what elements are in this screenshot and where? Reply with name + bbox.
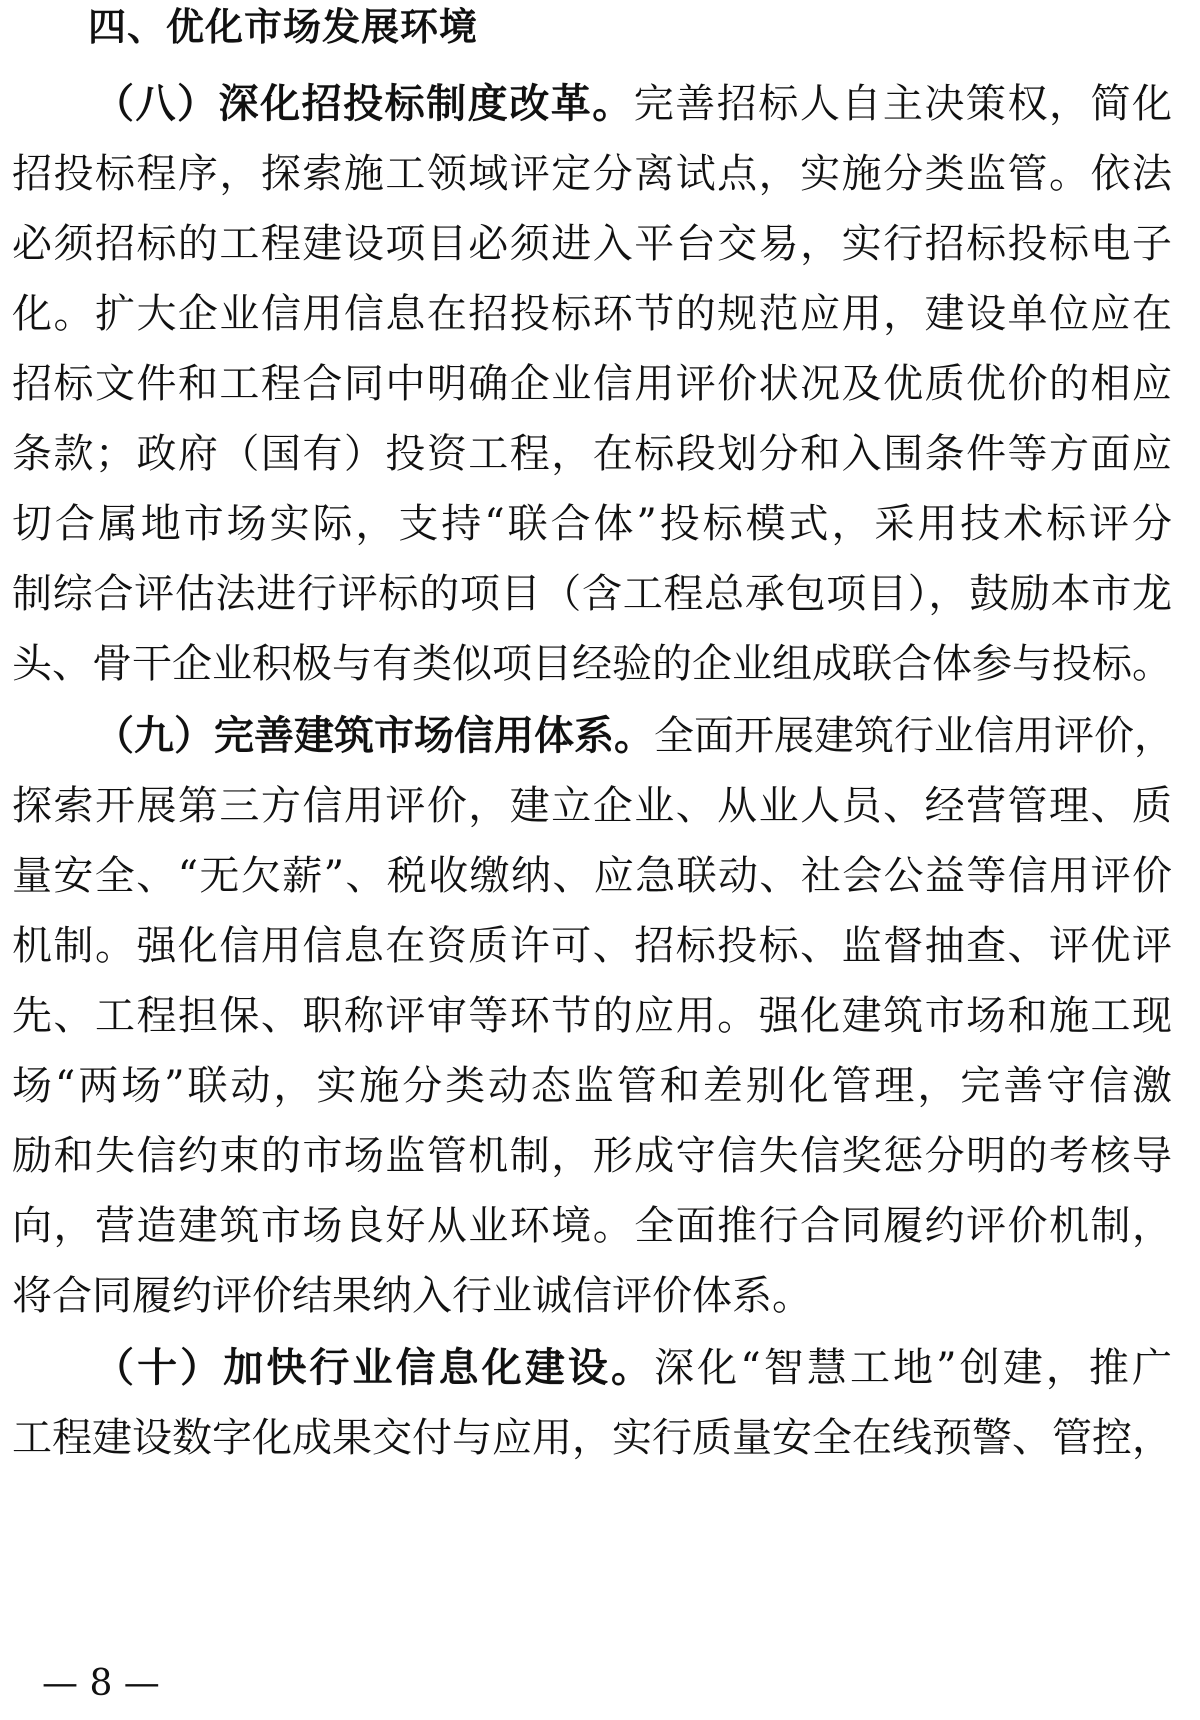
para8-line-2: 招投标程序，探索施工领域评定分离试点，实施分类监管。依法 — [12, 151, 1172, 197]
para9-line-3: 量安全、“无欠薪”、税收缴纳、应急联动、社会公益等信用评价 — [12, 853, 1172, 899]
para8-line-6: 条款；政府（国有）投资工程，在标段划分和入围条件等方面应 — [12, 431, 1172, 477]
para8-line-3: 必须招标的工程建设项目必须进入平台交易，实行招标投标电子 — [12, 221, 1172, 267]
para9-line-4: 机制。强化信用信息在资质许可、招标投标、监督抽查、评优评 — [12, 923, 1172, 969]
para10-lead: （十）加快行业信息化建设。 — [94, 1345, 655, 1391]
para8-line-4: 化。扩大企业信用信息在招投标环节的规范应用，建设单位应在 — [12, 291, 1172, 337]
para8-line-1 — [94, 76, 1172, 132]
para8-line-5: 招标文件和工程合同中明确企业信用评价状况及优质优价的相应 — [12, 361, 1172, 407]
para9-line-2: 探索开展第三方信用评价，建立企业、从业人员、经营管理、质 — [12, 783, 1172, 829]
para10-line1-text: 深化“智慧工地”创建，推广 — [654, 1345, 1172, 1391]
para8-line-9: 头、骨干企业积极与有类似项目经验的企业组成联合体参与投标。 — [12, 641, 1172, 687]
para8-line-8: 制综合评估法进行评标的项目（含工程总承包项目），鼓励本市龙 — [12, 571, 1172, 617]
para9-line-9: 将合同履约评价结果纳入行业诚信评价体系。 — [12, 1273, 812, 1319]
para8-line-7: 切合属地市场实际，支持“联合体”投标模式，采用技术标评分 — [12, 501, 1172, 547]
para8-line1-text: 完善招标人自主决策权，简化 — [633, 81, 1173, 127]
para9-line-5: 先、工程担保、职称评审等环节的应用。强化建筑市场和施工现 — [12, 993, 1172, 1039]
para9-line1-text: 全面开展建筑行业信用评价， — [654, 713, 1174, 759]
para10-line-2: 工程建设数字化成果交付与应用，实行质量安全在线预警、管控， — [12, 1415, 1172, 1461]
para9-lead: （九）完善建筑市场信用体系。 — [94, 713, 654, 759]
para9-line-7: 励和失信约束的市场监管机制，形成守信失信奖惩分明的考核导 — [12, 1133, 1172, 1179]
para8-lead: （八）深化招投标制度改革。 — [94, 81, 634, 127]
page-number: — 8 — — [42, 1663, 160, 1704]
section-heading: 四、优化市场发展环境 — [88, 5, 479, 49]
para9-line-8: 向，营造建筑市场良好从业环境。全面推行合同履约评价机制， — [12, 1203, 1172, 1249]
para10-line-1 — [94, 1340, 1172, 1396]
para9-line-6: 场“两场”联动，实施分类动态监管和差别化管理，完善守信激 — [12, 1063, 1172, 1109]
para9-line-1 — [94, 708, 1172, 764]
